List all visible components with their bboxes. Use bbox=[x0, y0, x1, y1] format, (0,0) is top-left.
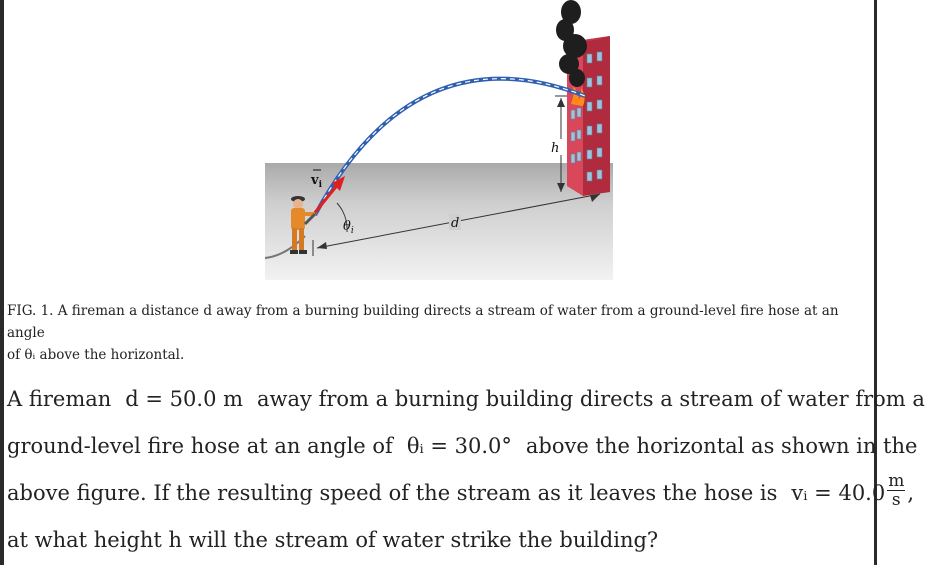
velocity-label: $v_i$ bbox=[311, 173, 322, 190]
angle-label: $\theta_i$ bbox=[343, 219, 354, 236]
problem-text-3-end: , bbox=[907, 481, 915, 505]
unit-numerator: m bbox=[888, 471, 905, 491]
problem-text-3a: above figure. If the resulting speed of the stream as it leaves the hose is bbox=[7, 481, 778, 505]
height-label: h bbox=[551, 141, 560, 156]
distance-label: d bbox=[451, 216, 460, 231]
speed-value: vᵢ = 40.0 bbox=[791, 481, 886, 505]
unit-denominator: s bbox=[891, 490, 901, 510]
caption-line-1: FIG. 1. A fireman a distance d away from a burning building directs a stream of water from a ground-level fire hose at an angle bbox=[7, 303, 839, 341]
problem-text-1a: A fireman bbox=[7, 387, 112, 411]
distance-value: d = 50.0 m bbox=[125, 387, 244, 411]
left-border bbox=[0, 0, 4, 565]
caption-line-2: of θᵢ above the horizontal. bbox=[7, 347, 185, 363]
problem-text bbox=[7, 376, 925, 564]
problem-text-2a: ground-level fire hose at an angle of bbox=[7, 434, 393, 458]
problem-line-4 bbox=[7, 517, 873, 564]
figure-caption bbox=[7, 300, 873, 366]
problem-question: at what height h will the stream of water strike the building? bbox=[7, 528, 659, 552]
problem-line-3 bbox=[7, 470, 915, 517]
problem-line-2 bbox=[7, 423, 918, 470]
problem-line-1 bbox=[7, 376, 925, 423]
angle-value: θᵢ = 30.0° bbox=[406, 434, 512, 458]
problem-text-2b: above the horizontal as shown in the bbox=[525, 434, 918, 458]
problem-text-1b: away from a burning building directs a stream of water from a bbox=[257, 387, 925, 411]
speed-unit-fraction bbox=[887, 472, 905, 509]
fireman-figure bbox=[265, 0, 613, 280]
smoke bbox=[556, 0, 587, 87]
